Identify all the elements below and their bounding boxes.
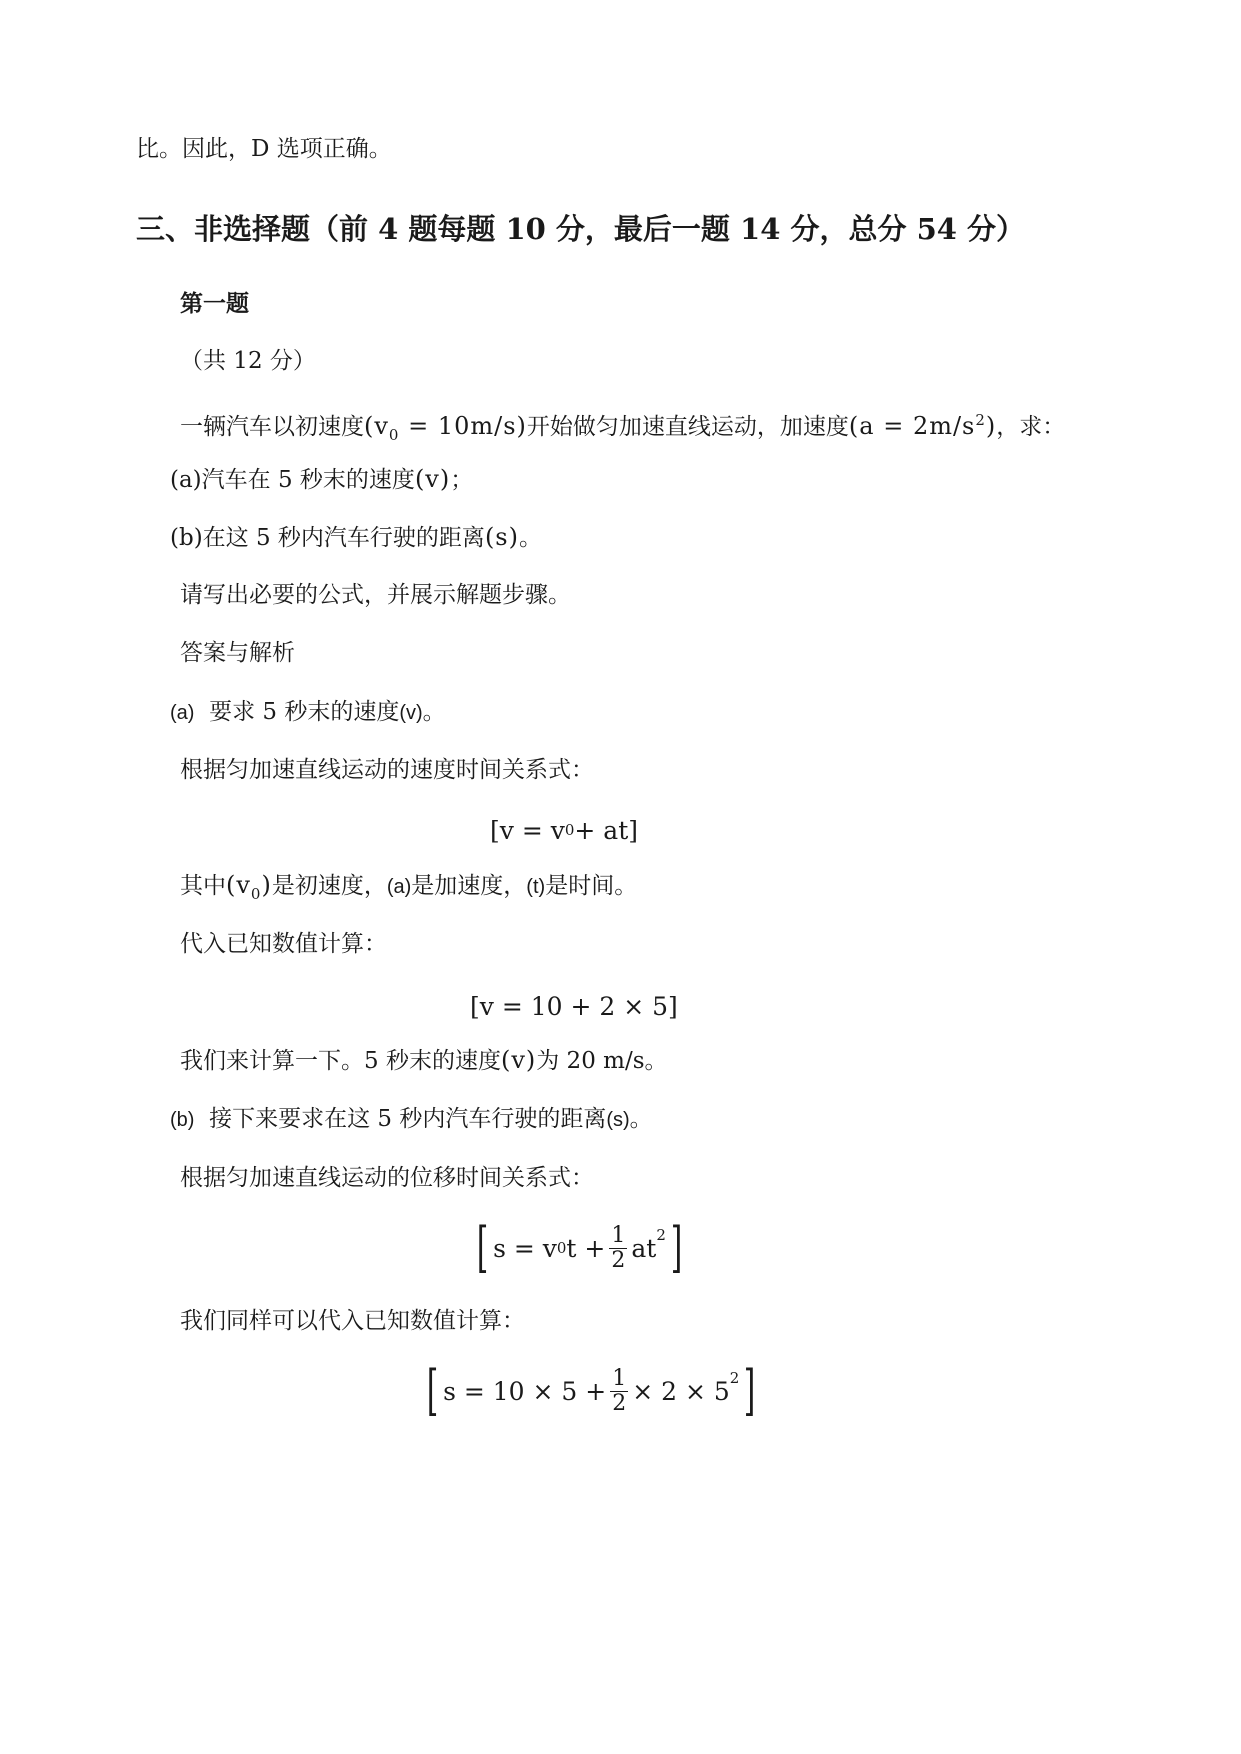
solution-a-v: (v) xyxy=(399,702,423,724)
solution-b-text: 接下来要求在这 5 秒内汽车行驶的距离 xyxy=(209,1106,607,1132)
stem-part-1: 一辆汽车以初速度 xyxy=(180,414,364,440)
half-fraction: $\frac{1}{2}$ xyxy=(611,1222,626,1273)
equation-displacement-numeric: [ s = 10 × 5 + $\frac{1}{2}$ × 2 × 5 $^2$ ] xyxy=(426,1359,756,1422)
v0-math: $(v_0 = 10m/s)$ xyxy=(364,412,527,444)
part-a-end: ； xyxy=(450,467,474,493)
result-a-v: (v) xyxy=(500,1046,537,1074)
solution-b-label: (b) xyxy=(170,1109,195,1131)
solution-a-text: 要求 5 秒末的速度 xyxy=(209,699,400,725)
instruction-text: 请写出必要的公式，并展示解题步骤。 xyxy=(180,582,571,608)
part-b-prefix: (b) xyxy=(170,525,203,551)
continuation-line xyxy=(136,134,392,164)
section-heading xyxy=(136,211,1025,247)
t-paren: (t) xyxy=(526,876,546,898)
stem-part-2: 开始做匀加速直线运动，加速度 xyxy=(526,414,849,440)
solution-a-end: 。 xyxy=(422,699,446,725)
a-paren: (a) xyxy=(386,876,412,898)
substitute-a xyxy=(180,929,387,959)
result-a-1: 我们来计算一下。5 秒末的速度 xyxy=(180,1048,501,1074)
part-b-end: 。 xyxy=(518,525,542,551)
equation-displacement: [ s = v 0 t + $\frac{1}{2}$ at $^2$ ] xyxy=(476,1216,683,1279)
question-title xyxy=(180,289,249,319)
formula-intro-a xyxy=(180,755,594,785)
solution-b-end: 。 xyxy=(629,1106,653,1132)
continuation-text: 比。因此，D 选项正确。 xyxy=(136,136,392,162)
formula-intro-b-text: 根据匀加速直线运动的位移时间关系式： xyxy=(180,1165,594,1191)
question-part-a xyxy=(170,464,473,495)
equation-velocity: [v = v 0 + at] xyxy=(490,815,638,845)
section-heading-text: 三、非选择题（前 4 题每题 10 分，最后一题 14 分，总分 54 分） xyxy=(136,212,1026,246)
half-fraction-2: $\frac{1}{2}$ xyxy=(612,1365,627,1416)
where-1: 其中 xyxy=(180,873,226,899)
substitute-a-text: 代入已知数值计算： xyxy=(180,931,387,957)
solution-b-s: (s) xyxy=(606,1109,630,1131)
where-2: 是初速度， xyxy=(271,873,387,899)
formula-intro-b xyxy=(180,1163,594,1193)
accel-math: $(a = 2m/s^2)$ xyxy=(848,411,997,440)
solution-part-a xyxy=(170,697,446,728)
question-title-text: 第一题 xyxy=(180,290,249,317)
where-4: 是时间。 xyxy=(545,873,638,899)
formula-intro-a-text: 根据匀加速直线运动的速度时间关系式： xyxy=(180,757,594,783)
substitute-b-text: 我们同样可以代入已知数值计算： xyxy=(180,1308,525,1334)
where-3: 是加速度， xyxy=(411,873,527,899)
part-a-text: 汽车在 5 秒末的速度 xyxy=(201,467,415,493)
v0-paren: $(v_0)$ xyxy=(226,871,272,903)
solution-part-b xyxy=(170,1104,653,1135)
substitute-b xyxy=(180,1306,525,1336)
question-part-b xyxy=(170,522,542,553)
v-math: (v) xyxy=(414,465,451,493)
result-a-2: 为 20 m/s。 xyxy=(536,1048,668,1074)
question-score-text: （共 12 分） xyxy=(180,348,316,374)
question-score xyxy=(180,346,316,376)
part-a-prefix: (a) xyxy=(170,467,202,493)
part-b-text: 在这 5 秒内汽车行驶的距离 xyxy=(202,525,485,551)
result-a xyxy=(180,1045,668,1076)
solution-a-label: (a) xyxy=(170,702,195,724)
variable-explanation xyxy=(180,870,637,909)
s-math: (s) xyxy=(484,523,519,551)
question-stem xyxy=(180,405,1065,450)
answer-heading-text: 答案与解析 xyxy=(180,640,295,666)
stem-part-3: ，求： xyxy=(996,414,1066,440)
answer-heading xyxy=(180,638,295,668)
instruction-line xyxy=(180,580,571,610)
equation-velocity-numeric: [v = 10 + 2 × 5] xyxy=(470,991,678,1021)
